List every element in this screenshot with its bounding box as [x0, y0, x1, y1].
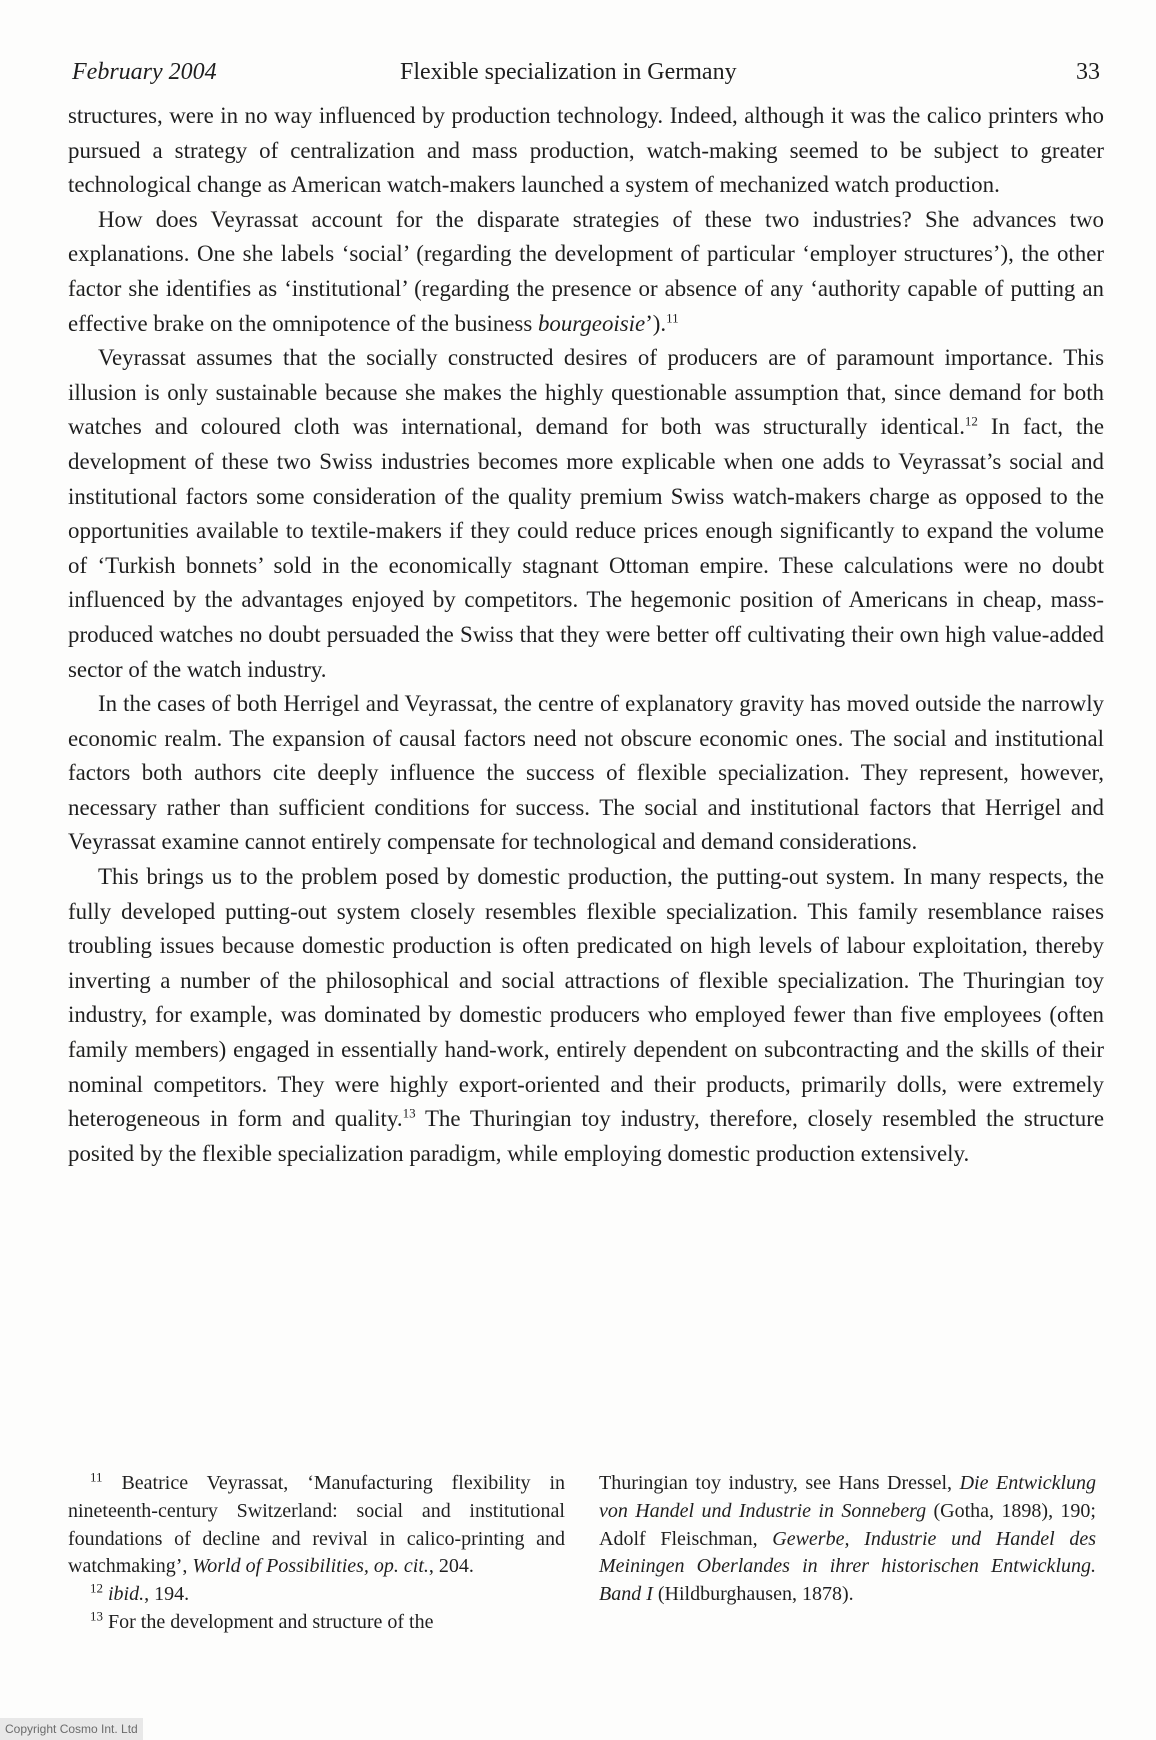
footnote-11-text-end: , 204.: [428, 1555, 474, 1578]
paragraph-2-text-end: ’).: [645, 310, 667, 336]
paragraph-3-text-end: In fact, the development of these two Swiss industries becomes more explicable when one adds to Veyrassat’s social and institutional factors some consideration of the quality premium Swiss watch-makers charge as opposed to the opportunities available to textile-makers if they could reduce prices enough significantly to expand the volume of ‘Turkish bonnets’ sold in the economically stagnant Ottoman empire. These calculations were no doubt influenced by the advantages enjoyed by competitors. The hegemonic position of Americans in cheap, mass-produced watches no doubt persuaded the Swiss that they were better off cultivating their own high value-added sector of the watch industry.: [68, 414, 1104, 682]
issue-date: February 2004: [72, 59, 217, 85]
paragraph-2: [68, 203, 1104, 341]
paragraph-2-text: How does Veyrassat account for the disparate strategies of these two industries? She advances two explanations. One she labels ‘social’ (regarding the development of particular ‘employer structures’), the other factor she identifies as ‘institutional’ (regarding the presence or absence of any ‘authority capable of putting an effective brake on the omnipotence of the business: [68, 206, 1104, 336]
footnote-13-number: 13: [90, 1608, 103, 1624]
paragraph-3-text: Veyrassat assumes that the socially constructed desires of producers are of paramount importance. This illusion is only sustainable because she makes the highly questionable assumption that, since demand for both watches and coloured cloth was international, demand for both was structurally identical.: [68, 345, 1104, 440]
footnote-13-italic-title-1: Die Entwicklung von Handel und Industrie in Sonneberg: [599, 1472, 1096, 1522]
paragraph-5-text-end: The Thuringian toy industry, therefore, closely resembled the structure posited by the flexible specialization paradigm, while employing domestic production extensively.: [68, 1106, 1104, 1166]
footnote-11-number: 11: [90, 1469, 103, 1485]
paragraph-3: [68, 341, 1104, 687]
paragraph-2-italic: bourgeoisie: [537, 310, 646, 336]
footnotes-left-column: [68, 1470, 565, 1637]
footnote-11-text: Beatrice Veyrassat, ‘Manufacturing flexibility in nineteenth-century Switzerland: social and institutional foundations of decline and revival in calico-printing and watchmaking’,: [68, 1472, 565, 1578]
footnote-13-text-end: (Hildburghausen, 1878).: [652, 1583, 854, 1606]
footnote-13-text: For the development and structure of the: [103, 1610, 434, 1633]
footnote-11-italic: World of Possibilities, op. cit.: [192, 1555, 429, 1578]
footnote-13-italic-title-2: Gewerbe, Industrie und Handel des Meiningen Oberlandes in ihrer historischen Entwicklung. Band I: [599, 1527, 1096, 1606]
page-number: 33: [1076, 59, 1100, 85]
footnote-12-number: 12: [90, 1580, 103, 1596]
footnote-ref-12[interactable]: 12: [964, 413, 978, 429]
footnote-12-text: , 194.: [144, 1583, 190, 1606]
footnote-12: [68, 1581, 565, 1609]
paragraph-4-text: In the cases of both Herrigel and Veyrassat, the centre of explanatory gravity has moved outside the narrowly economic realm. The expansion of causal factors need not obscure economic ones. The social and institutional factors both authors cite deeply influence the success of flexible specialization. They represent, however, necessary rather than sufficient conditions for success. The social and institutional factors that Herrigel and Veyrassat examine cannot entirely compensate for technological and demand considerations.: [68, 691, 1104, 855]
footnote-13-text-cont: Thuringian toy industry, see Hans Dressel,: [599, 1472, 960, 1494]
paragraph-5: [68, 860, 1104, 1171]
article-body: [68, 99, 1104, 1171]
running-head: [72, 52, 1100, 92]
running-title: Flexible specialization in Germany: [400, 59, 737, 85]
footnotes-right-column: [599, 1470, 1096, 1609]
footnote-13: [68, 1609, 565, 1637]
footnote-12-italic: ibid.: [108, 1583, 145, 1606]
paragraph-4: [68, 687, 1104, 860]
footnote-11: [68, 1470, 565, 1581]
paragraph-5-text: This brings us to the problem posed by domestic production, the putting-out system. In many respects, the fully developed putting-out system closely resembles flexible specialization. This family resemblance raises troubling issues because domestic production is often predicated on high levels of labour exploitation, thereby inverting a number of the philosophical and social attractions of flexible specialization. The Thuringian toy industry, for example, was dominated by domestic producers who employed fewer than five employees (often family members) engaged in essentially hand-work, entirely dependent on subcontracting and the skills of their nominal competitors. They were highly export-oriented and their products, primarily dolls, were extremely heterogeneous in form and quality.: [68, 864, 1104, 1132]
copyright-watermark: Copyright Cosmo Int. Ltd: [0, 1718, 143, 1740]
footnote-13-text-cont-2: (Gotha, 1898), 190; Adolf Fleischman,: [599, 1499, 1096, 1550]
paragraph-1: [68, 99, 1104, 203]
footnote-ref-11[interactable]: 11: [666, 309, 679, 325]
footnote-ref-13[interactable]: 13: [402, 1105, 416, 1121]
paragraph-1-text: structures, were in no way influenced by production technology. Indeed, although it was the calico printers who pursued a strategy of centralization and mass production, watch-making seemed to be subject to greater technological change as American watch-makers launched a system of mechanized watch production.: [68, 103, 1104, 198]
footnote-13-continued: [599, 1470, 1096, 1609]
